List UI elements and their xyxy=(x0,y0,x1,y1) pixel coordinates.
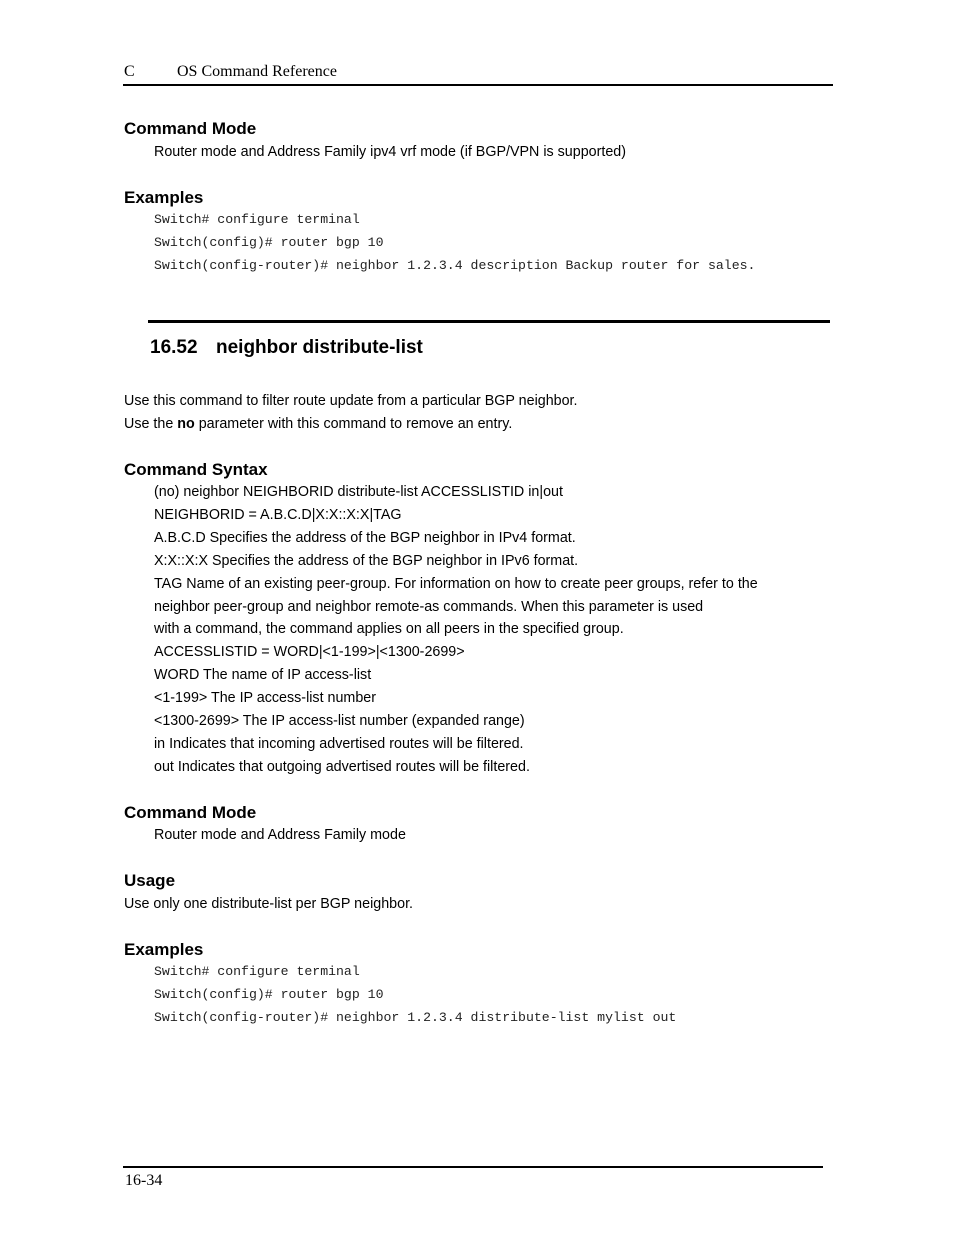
section-number: 16.52 xyxy=(150,337,198,358)
code-line: Switch(config-router)# neighbor 1.2.3.4 distribute-list mylist out xyxy=(154,1010,677,1025)
intro-text: parameter with this command to remove an entry. xyxy=(194,416,513,432)
section-title: neighbor distribute-list xyxy=(216,337,423,358)
syntax-line: <1-199> The IP access-list number xyxy=(154,690,376,706)
section-rule xyxy=(148,320,830,323)
syntax-line: X:X::X:X Specifies the address of the BGP neighbor in IPv6 format. xyxy=(154,553,579,569)
intro-text: Use the xyxy=(124,416,178,432)
command-mode-text: Router mode and Address Family ipv4 vrf mode (if BGP/VPN is supported) xyxy=(154,144,626,160)
syntax-line: out Indicates that outgoing advertised routes will be filtered. xyxy=(154,759,530,775)
no-keyword: no xyxy=(177,416,195,432)
syntax-line: ACCESSLISTID = WORD|<1-199>|<1300-2699> xyxy=(154,644,465,660)
code-line: Switch# configure terminal xyxy=(154,964,360,979)
usage-text: Use only one distribute-list per BGP neighbor. xyxy=(124,896,414,912)
syntax-line: WORD The name of IP access-list xyxy=(154,667,372,683)
code-line: Switch(config)# router bgp 10 xyxy=(154,987,384,1002)
examples-heading: Examples xyxy=(124,188,204,207)
syntax-line: A.B.C.D Specifies the address of the BGP neighbor in IPv4 format. xyxy=(154,530,576,546)
page-number: 16-34 xyxy=(125,1172,163,1189)
header-title: OS Command Reference xyxy=(177,63,337,80)
header-letter: C xyxy=(124,63,135,80)
code-line: Switch# configure terminal xyxy=(154,212,360,227)
examples-heading: Examples xyxy=(124,940,204,959)
syntax-line: (no) neighbor NEIGHBORID distribute-list ACCESSLISTID in|out xyxy=(154,484,563,500)
header-rule xyxy=(123,84,833,86)
code-line: Switch(config-router)# neighbor 1.2.3.4 description Backup router for sales. xyxy=(154,258,756,273)
syntax-line: in Indicates that incoming advertised routes will be filtered. xyxy=(154,736,524,752)
intro-line-no-param xyxy=(124,416,512,432)
usage-heading: Usage xyxy=(124,871,176,890)
command-mode-heading: Command Mode xyxy=(124,119,257,138)
syntax-line: <1300-2699> The IP access-list number (expanded range) xyxy=(154,713,525,729)
command-mode-text: Router mode and Address Family mode xyxy=(154,827,406,843)
command-mode-heading: Command Mode xyxy=(124,803,257,822)
syntax-line: NEIGHBORID = A.B.C.D|X:X::X:X|TAG xyxy=(154,507,402,523)
intro-line: Use this command to filter route update from a particular BGP neighbor. xyxy=(124,393,578,409)
code-line: Switch(config)# router bgp 10 xyxy=(154,235,384,250)
footer-rule xyxy=(123,1166,823,1168)
syntax-line: TAG Name of an existing peer-group. For information on how to create peer groups, refer to the xyxy=(154,576,758,592)
command-syntax-heading: Command Syntax xyxy=(124,460,268,479)
syntax-line: neighbor peer-group and neighbor remote-as commands. When this parameter is used xyxy=(154,599,704,615)
syntax-line: with a command, the command applies on all peers in the specified group. xyxy=(154,621,624,637)
